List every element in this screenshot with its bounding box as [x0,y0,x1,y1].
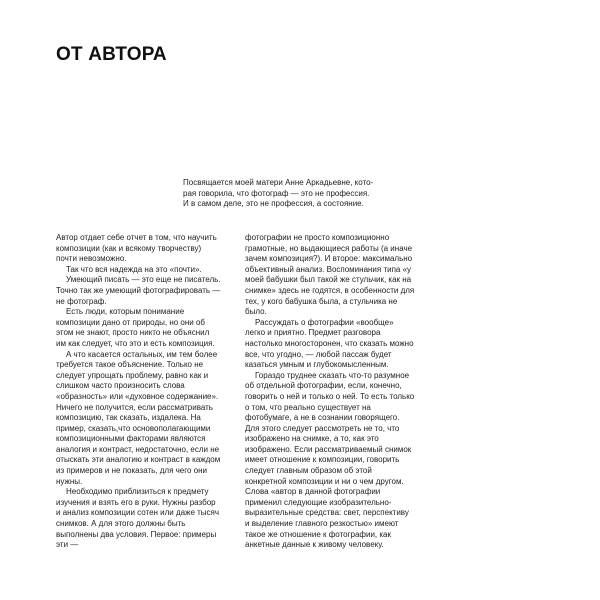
dedication-epigraph [183,178,423,210]
paragraph: Необходимо приблизиться к предмету изучения и взять его в руки. Нужны разбор и анализ композиции сотен или даже тысяч снимков. А для этого должны быть выполнены два условия. Первое: примеры эти — [56,487,220,550]
paragraph: Есть люди, которым понимание композиции дано от природы, но они об этом не знают, просто никто не объяснил им как следует, что это и есть композиция. [56,307,215,348]
paragraph: фотографии не просто композиционно грамотные, но выдающиеся работы (а иначе зачем композиция?). И второе: максимально объективный анализ. Воспоминания типа «у моей бабушки был такой же стульчик, как на снимке» здесь не годятся, в особенности для тех, у кого бабушка была, а стульчика не было. [245,233,415,317]
dedication-line: И в самом деле, это не профессия, а состояние. [183,199,364,209]
dedication-line: Посвящается моей матери Анне Аркадьевне, кото- [183,178,374,187]
paragraph: Автор отдает себе отчет в том, что научить композиции (как и всякому творчеству) почти невозможно. [56,233,217,264]
page-title: ОТ АВТОРА [56,44,167,65]
paragraph: Так что вся надежда на это «почти». [66,264,202,274]
paragraph: Умеющий писать — это еще не писатель. Точно так же умеющий фотографировать — не фотограф. [56,275,221,306]
text-column-left [56,233,221,551]
text-column-right [245,233,415,551]
paragraph: Гораздо труднее сказать что-то разумное об отдельной фотографии, если, конечно, говорить о ней и только о ней. То есть только о том, что реально существует на фотобумаге, а не в сознании говорящего. Для этого следует рассмотреть не то, что изображено на снимке, а то, как это изображено. Если рассматриваемый снимок имеет отношение к композиции, говорить следует главным образом об этой конкретной композиции и ни о чем другом. Слова «автор в данной фотографии применил следующие изобразительно-выразительные средства: свет, перспективу и выделение главного резкостью» имеют такое же отношение к фотографии, как анкетные данные к живому человеку. [245,370,415,550]
paragraph: Рассуждать о фотографии «вообще» легко и приятно. Предмет разговора настолько многосторонен, что сказать можно все, что угодно, — любой пассаж будет казаться умным и глубокомысленным. [245,317,414,370]
dedication-line: рая говорила, что фотограф — это не профессия. [183,188,370,198]
paragraph: А что касается остальных, им тем более требуется такое объяснение. Только не следует упрощать проблему, равно как и слишком часто произносить слова «образность» или «духовное содержание». Ничего не получится, если рассматривать композицию, так сказать, издалека. На пример, сказать,что основополагающими композиционными факторами являются аналогия и контраст, недостаточно, если не отыскать эти аналогию и контраст в каждом из примеров и не показать, для чего они нужны. [56,349,221,486]
